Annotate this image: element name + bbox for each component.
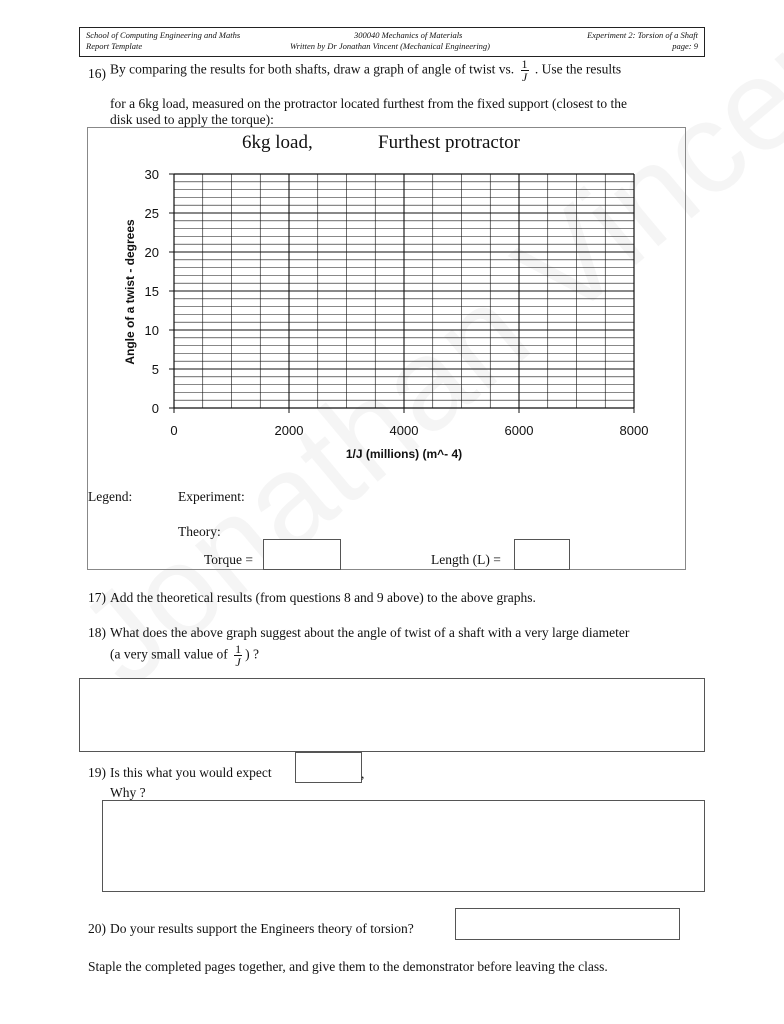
x-tick-label: 0 bbox=[170, 423, 178, 438]
y-tick-label: 5 bbox=[151, 362, 159, 377]
header-course: 300040 Mechanics of Materials bbox=[354, 30, 463, 40]
q20-text: Do your results support the Engineers theory of torsion? bbox=[110, 921, 414, 936]
q18-text-a: What does the above graph suggest about the angle of twist of a shaft with a very large diameter bbox=[110, 625, 630, 640]
q16-text-b: . Use the results bbox=[534, 61, 622, 77]
q16-number: 16) bbox=[88, 66, 106, 81]
y-tick-label: 25 bbox=[144, 206, 159, 221]
q19-expect-box[interactable] bbox=[295, 752, 365, 783]
q18-text-b: (a very small value of bbox=[110, 646, 228, 662]
header-page: page: 9 bbox=[672, 41, 698, 51]
header-template: Report Template bbox=[86, 41, 143, 51]
torque-input-box[interactable] bbox=[263, 539, 341, 570]
footer-instruction: Staple the completed pages together, and give them to the demonstrator before leaving the class. bbox=[88, 959, 608, 974]
y-tick-label: 20 bbox=[144, 245, 159, 260]
q19-text: Is this what you would expect bbox=[110, 765, 272, 780]
torque-label: Torque = bbox=[204, 552, 254, 567]
q20-answer-box[interactable] bbox=[455, 908, 680, 940]
chart-axes bbox=[169, 174, 634, 413]
q16-frac-num: 1 bbox=[521, 57, 528, 71]
x-tick-label: 6000 bbox=[504, 423, 534, 438]
chart-tick-labels bbox=[145, 167, 649, 438]
page-header bbox=[79, 27, 705, 57]
length-input-box[interactable] bbox=[514, 539, 570, 570]
x-tick-label: 8000 bbox=[619, 423, 649, 438]
y-tick-label: 0 bbox=[151, 401, 159, 416]
q18-frac-den: J bbox=[235, 655, 241, 669]
q18-answer-box[interactable] bbox=[79, 678, 705, 752]
chart-title-right: Furthest protractor bbox=[378, 132, 520, 153]
q18-text-c: ) ? bbox=[245, 646, 259, 662]
legend-theory: Theory: bbox=[178, 524, 221, 539]
q18-frac-num: 1 bbox=[235, 642, 242, 656]
chart-y-label: Angle of a twist - degrees bbox=[123, 219, 137, 365]
chart-x-label: 1/J (millions) (m^- 4) bbox=[345, 447, 463, 461]
legend-label: Legend: bbox=[88, 489, 133, 504]
x-tick-label: 4000 bbox=[389, 423, 419, 438]
q17-text: Add the theoretical results (from questions 8 and 9 above) to the above graphs. bbox=[110, 590, 536, 605]
q16-fraction bbox=[521, 58, 529, 83]
q16-text-c: for a 6kg load, measured on the protractor located furthest from the fixed support (closest to the bbox=[110, 96, 627, 111]
chart-grid bbox=[174, 174, 634, 408]
q19-why: Why ? bbox=[110, 785, 146, 800]
q16-line1 bbox=[110, 58, 621, 83]
q16-text-a: By comparing the results for both shafts, draw a graph of angle of twist vs. bbox=[110, 61, 515, 77]
header-experiment: Experiment 2: Torsion of a Shaft bbox=[587, 30, 698, 40]
q19-comma: , bbox=[361, 766, 365, 781]
length-label: Length (L) = bbox=[431, 552, 501, 567]
q18-number: 18) bbox=[88, 625, 106, 640]
q18-line2 bbox=[110, 643, 259, 668]
y-tick-label: 15 bbox=[144, 284, 159, 299]
header-author: Written by Dr Jonathan Vincent (Mechanical Engineering) bbox=[290, 41, 491, 51]
chart bbox=[87, 127, 685, 487]
q16-text-d: disk used to apply the torque): bbox=[110, 112, 274, 127]
q20-number: 20) bbox=[88, 921, 106, 936]
legend-experiment: Experiment: bbox=[178, 489, 245, 504]
header-school: School of Computing Engineering and Maths bbox=[86, 30, 241, 40]
y-tick-label: 30 bbox=[144, 167, 159, 182]
q18-fraction bbox=[234, 643, 242, 668]
chart-title-left: 6kg load, bbox=[242, 132, 313, 153]
q19-answer-box[interactable] bbox=[102, 800, 705, 892]
q17-number: 17) bbox=[88, 590, 106, 605]
q19-number: 19) bbox=[88, 765, 106, 780]
q16-frac-den: J bbox=[521, 70, 528, 84]
y-tick-label: 10 bbox=[144, 323, 159, 338]
x-tick-label: 2000 bbox=[274, 423, 304, 438]
